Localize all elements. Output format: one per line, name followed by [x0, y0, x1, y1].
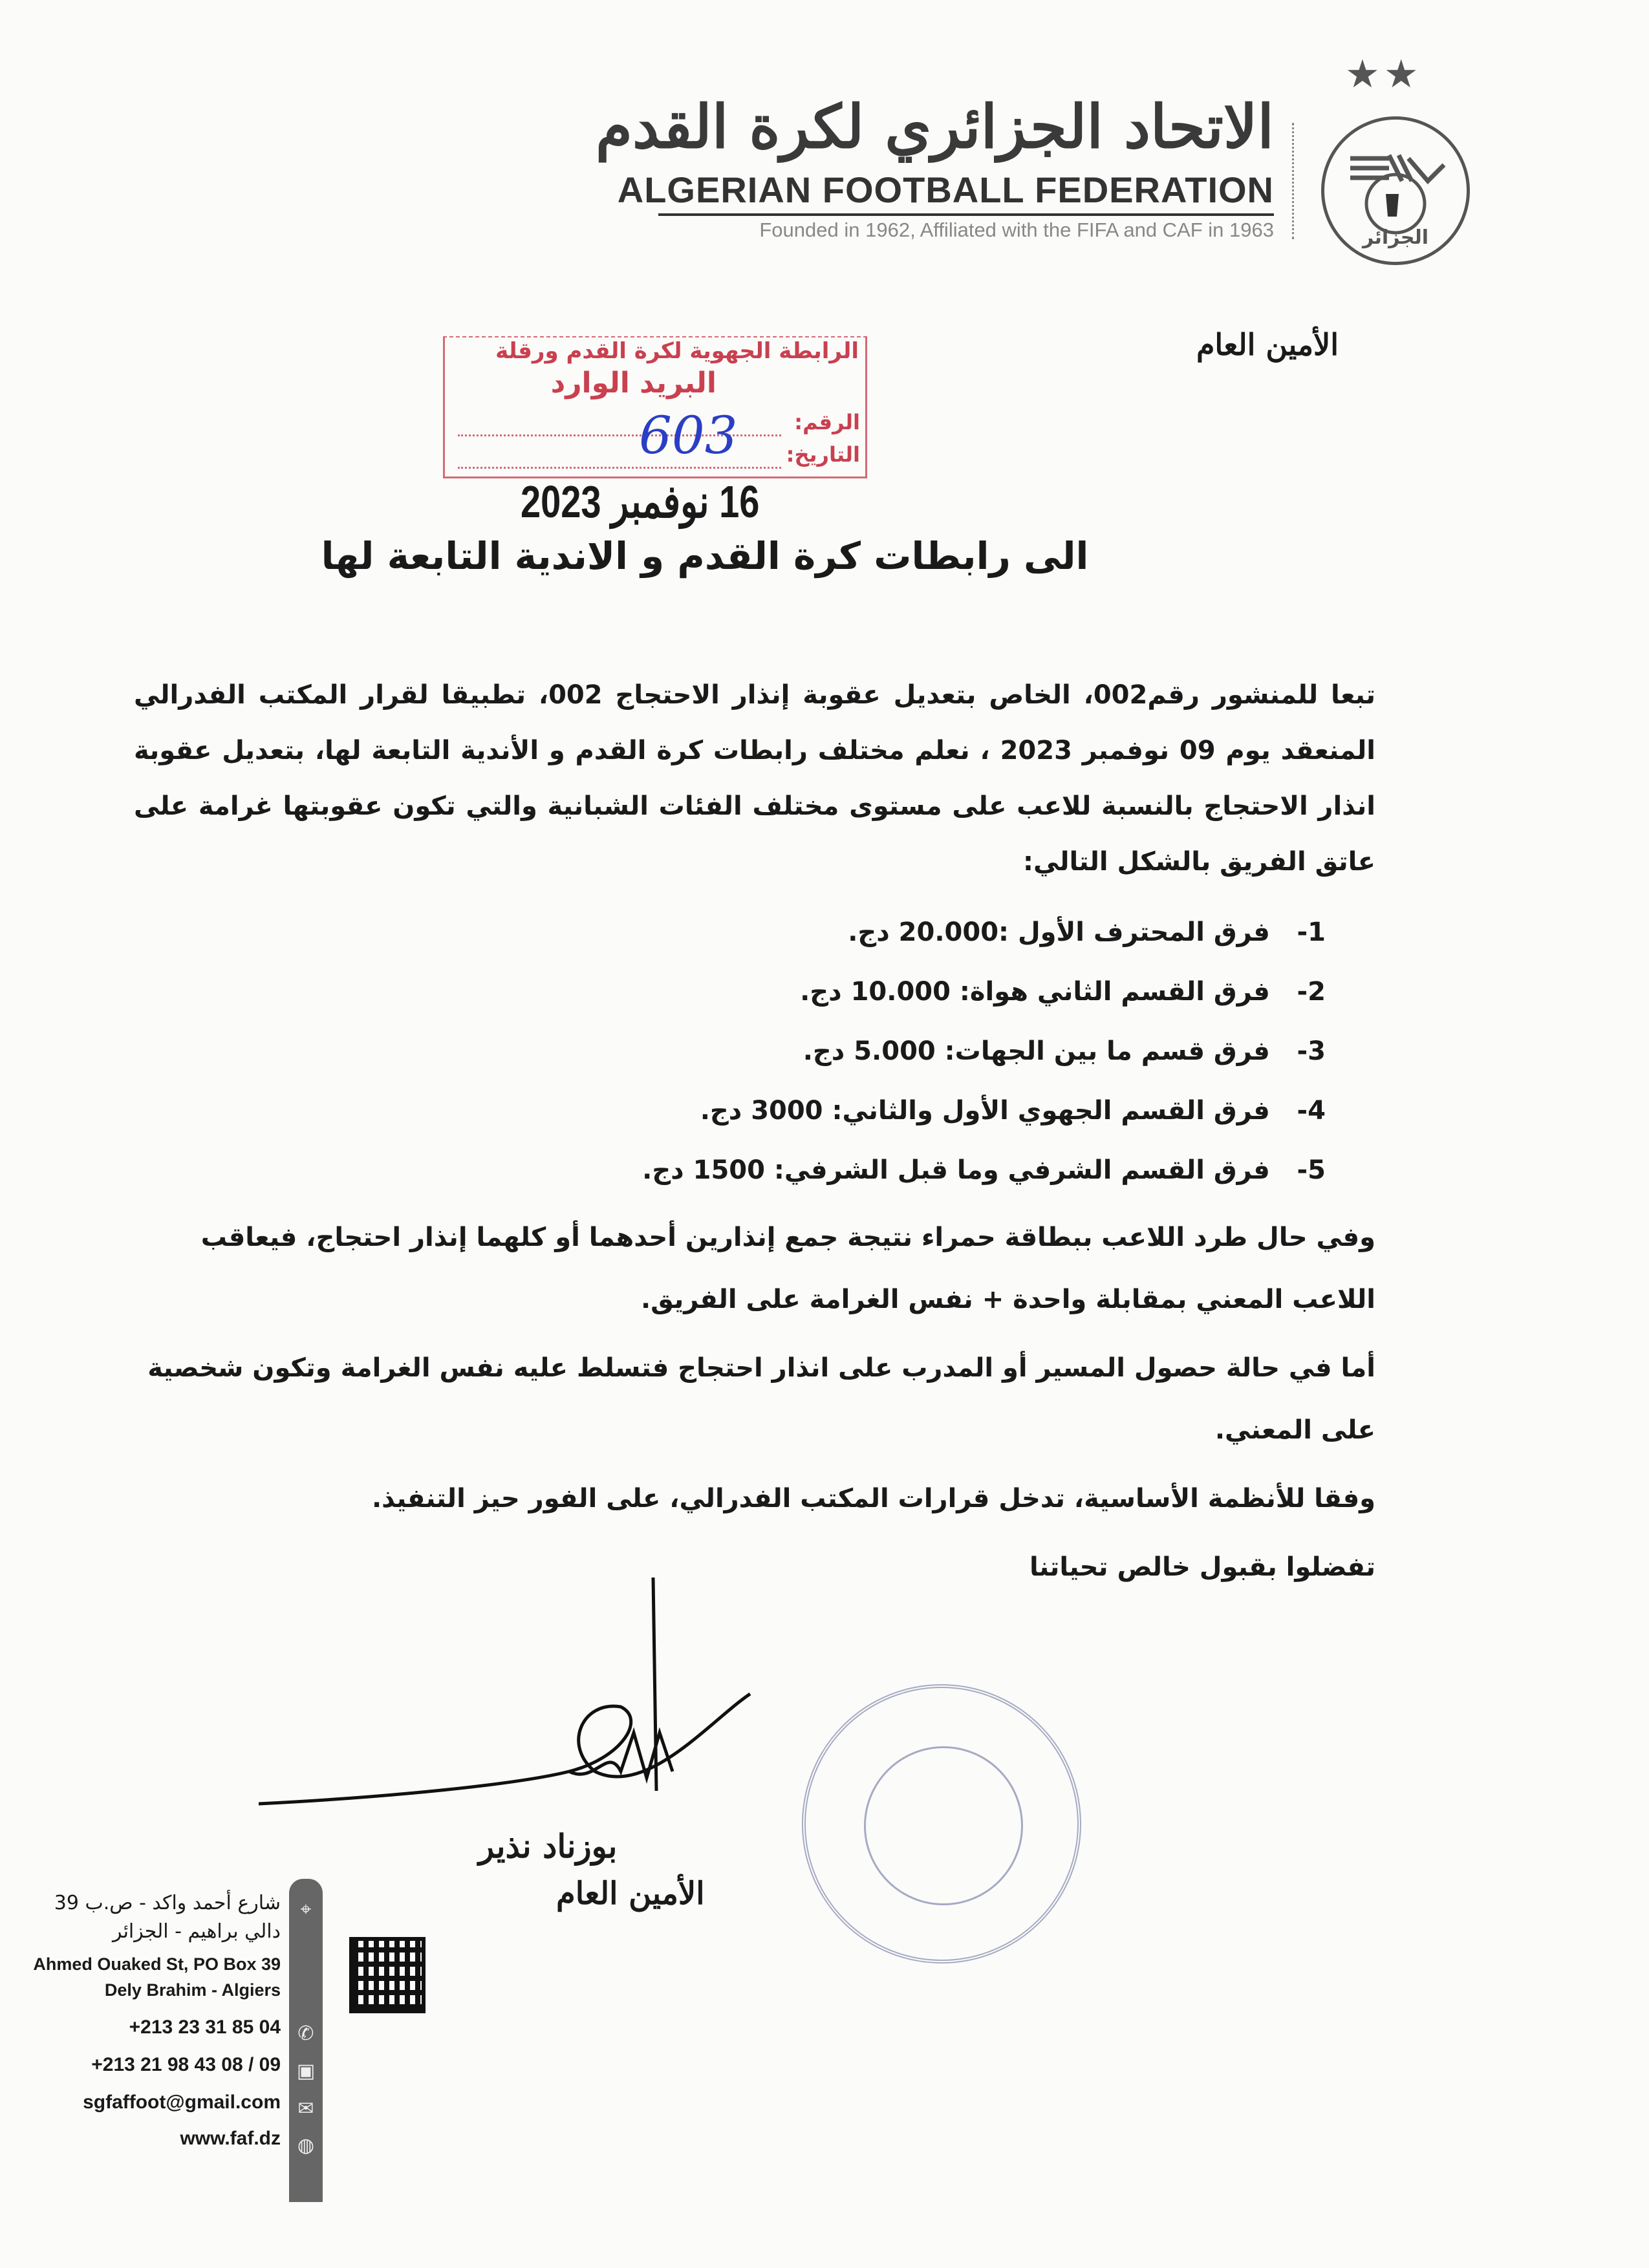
location-pin-icon: ⌖ [300, 1898, 312, 1921]
stamp-date: 16 نوفمبر 2023 [521, 476, 760, 527]
contact-icon-bar [289, 1879, 323, 2202]
address-arabic-1: شارع أحمد واكد - ص.ب 39 [54, 1892, 281, 1914]
fine-item [134, 903, 1326, 962]
address-english-1: Ahmed Ouaked St, PO Box 39 [33, 1954, 281, 1974]
item-text: فرق القسم الجهوي الأول والثاني: 3000 دج. [700, 1096, 1270, 1126]
phone-number: +213 23 31 85 04 [129, 2017, 281, 2038]
letter-body [134, 667, 1375, 1605]
stamp-title: البريد الوارد [550, 367, 717, 400]
item-number: 4- [1297, 1096, 1326, 1126]
address-english-2: Dely Brahim - Algiers [104, 1980, 281, 2000]
stamp-organization: الرابطة الجهوية لكرة القدم ورقلة [495, 338, 859, 364]
item-number: 3- [1297, 1036, 1326, 1066]
signatory-title: الأمين العام [556, 1876, 705, 1912]
item-text: فرق قسم ما بين الجهات: 5.000 دج. [803, 1036, 1270, 1066]
stamp-date-label: التاريخ: [786, 442, 860, 467]
address-arabic-2: دالي براهيم - الجزائر [113, 1920, 281, 1943]
faf-logo [1321, 116, 1470, 265]
signatory-name: بوزناد نذير [479, 1827, 618, 1865]
stamp-handwritten-number: 603 [639, 405, 738, 465]
globe-icon: ◍ [297, 2134, 315, 2157]
stamp-number-label: الرقم: [794, 410, 860, 434]
item-number: 5- [1297, 1155, 1326, 1185]
fine-item [134, 962, 1326, 1022]
fine-item [134, 1140, 1326, 1200]
stamp-date-line [458, 467, 781, 469]
fax-number: +213 21 98 43 08 / 09 [91, 2054, 281, 2075]
fine-item [134, 1022, 1326, 1081]
email-icon: ✉ [297, 2097, 314, 2120]
qr-code [349, 1937, 426, 2013]
recipient-heading: الى رابطات كرة القدم و الاندية التابعة لها [321, 534, 1089, 578]
fax-icon: ▣ [296, 2060, 316, 2082]
fine-item [134, 1081, 1326, 1140]
fines-list [134, 903, 1375, 1200]
federation-name-english: ALGERIAN FOOTBALL FEDERATION [617, 169, 1274, 210]
red-card-paragraph: وفي حال طرد اللاعب ببطاقة حمراء نتيجة جمع إنذارين أحدهما أو كلهما إنذار احتجاج، فيعاقب اللاعب المعني بمقابلة واحدة + نفس الغرامة على الفريق. [200, 1223, 1375, 1314]
item-number: 1- [1297, 917, 1326, 947]
header-divider [658, 213, 1274, 216]
federation-name-arabic: الاتحاد الجزائري لكرة القدم [596, 92, 1274, 162]
office-heading: الأمين العام [1196, 327, 1339, 362]
website-link[interactable]: www.faf.dz [180, 2128, 281, 2149]
item-number: 2- [1297, 977, 1326, 1007]
logo-caption: الجزائر [1362, 226, 1429, 249]
phone-icon: ✆ [297, 2022, 314, 2045]
header-vertical-divider [1292, 123, 1295, 239]
item-text: فرق المحترف الأول :20.000 دج. [848, 917, 1270, 947]
intro-paragraph: تبعا للمنشور رقم002، الخاص بتعديل عقوبة إنذار الاحتجاج 002، تطبيقا لقرار المكتب الفدرالي المنعقد يوم 09 نوفمبر 2023 ، نعلم مختلف رابطات كرة القدم و الأندية التابعة لها، بتعديل عقوبة انذار الاحتجاج بالنسبة للاعب على مستوى مختلف الفئات الشبانية والتي تكون عقوبتها غرامة على عاتق الفريق بالشكل التالي: [134, 680, 1376, 877]
federation-tagline: Founded in 1962, Affiliated with the FIFA and CAF in 1963 [759, 219, 1274, 241]
email-address: sgfaffoot@gmail.com [83, 2091, 281, 2113]
received-mail-stamp [443, 336, 867, 478]
staff-paragraph: أما في حالة حصول المسير أو المدرب على انذار احتجاج فتسلط عليه نفس الغرامة وتكون شخصية على المعني. [147, 1353, 1375, 1445]
effect-paragraph: وفقا للأنظمة الأساسية، تدخل قرارات المكتب الفدرالي، على الفور حيز التنفيذ. [371, 1484, 1375, 1514]
item-text: فرق القسم الشرفي وما قبل الشرفي: 1500 دج. [642, 1155, 1270, 1185]
closing-line: تفضلوا بقبول خالص تحياتنا [1029, 1552, 1375, 1582]
stars-icon: ★★ [1345, 52, 1423, 97]
item-text: فرق القسم الثاني هواة: 10.000 دج. [800, 977, 1270, 1007]
